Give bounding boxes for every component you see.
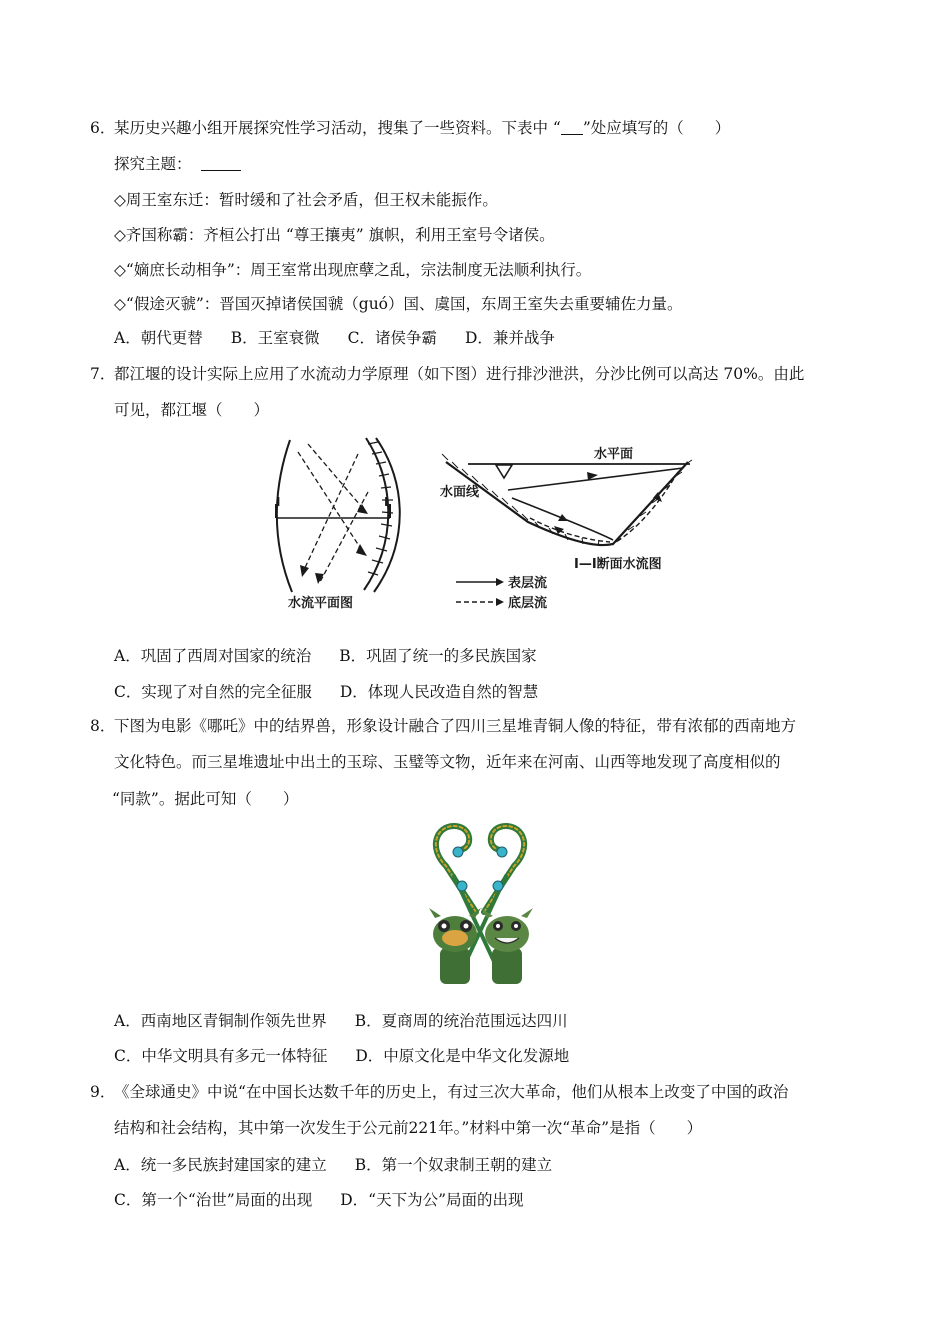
q6-item-1: ◇周王室东迁：暂时缓和了社会矛盾，但王权未能振作。 <box>114 191 498 209</box>
q6-number: 6． <box>90 119 116 137</box>
q6-option-b[interactable]: B．王室衰微 <box>230 329 320 347</box>
section-mark-left: I <box>276 495 281 509</box>
q7-number: 7． <box>90 365 116 383</box>
q8-option-c[interactable]: C．中华文明具有多元一体特征 <box>114 1047 328 1065</box>
q6-stem: 6．某历史兴趣小组开展探究性学习活动，搜集了一些资料。下表中 “ ”处应填写的（ ） <box>90 119 731 137</box>
q9-options-row-2 <box>114 1190 552 1210</box>
section-caption: I—I断面水流图 <box>574 557 662 572</box>
q8-options-row-1 <box>114 1011 596 1031</box>
q7-options-row-2 <box>114 682 566 702</box>
q7-stem-1: 7．都江堰的设计实际上应用了水流动力学原理（如下图）进行排沙泄洪，分沙比例可以高达 70%。由此 <box>90 365 805 383</box>
q9-option-b[interactable]: B．第一个奴隶制王朝的建立 <box>354 1156 553 1174</box>
section-surface-label: 水平面 <box>594 447 634 462</box>
q8-option-d[interactable]: D．中原文化是中华文化发源地 <box>355 1047 570 1065</box>
q7-options-row-1 <box>114 646 565 666</box>
guardian-beasts-image <box>418 820 544 988</box>
legend-surface-label: 表层流 <box>508 576 548 591</box>
q7-option-a[interactable]: A．巩固了西周对国家的统治 <box>114 647 312 665</box>
q6-item-2: ◇齐国称霸：齐桓公打出 “尊王攘夷” 旗帜，利用王室号令诸侯。 <box>114 226 555 244</box>
q9-stem-2: 结构和社会结构，其中第一次发生于公元前221年。”材料中第一次“革命”是指（ ） <box>114 1119 703 1137</box>
q9-option-c[interactable]: C．第一个“治世”局面的出现 <box>114 1191 313 1209</box>
q6-options <box>114 328 583 348</box>
q6-item-4: ◇“假途灭虢”：晋国灭掉诸侯国虢（guó）国、虞国，东周王室失去重要辅佐力量。 <box>114 295 683 313</box>
q8-stem-3: “同款”。据此可知（ ） <box>112 790 299 808</box>
q6-option-a[interactable]: A．朝代更替 <box>114 329 203 347</box>
q6-item-3: ◇“嫡庶长动相争”：周王室常出现庶孽之乱，宗法制度无法顺利执行。 <box>114 261 592 279</box>
q8-option-b[interactable]: B．夏商周的统治范围远达四川 <box>354 1012 568 1030</box>
q8-options-row-2 <box>114 1046 597 1066</box>
q9-number: 9． <box>90 1083 116 1101</box>
q7-option-c[interactable]: C．实现了对自然的完全征服 <box>114 683 312 701</box>
q7-option-b[interactable]: B．巩固了统一的多民族国家 <box>339 647 537 665</box>
q8-option-a[interactable]: A．西南地区青铜制作领先世界 <box>114 1012 327 1030</box>
q8-stem-2: 文化特色。而三星堆遗址中出土的玉琮、玉璧等文物，近年来在河南、山西等地发现了高度相似的 <box>114 753 781 771</box>
q6-topic: 探究主题： <box>114 154 241 174</box>
q6-blank <box>561 120 583 135</box>
q9-option-a[interactable]: A．统一多民族封建国家的建立 <box>114 1156 327 1174</box>
q9-options-row-1 <box>114 1155 580 1175</box>
q8-number: 8． <box>90 717 116 735</box>
section-mark-right: I <box>384 495 389 509</box>
legend-bottom-label: 底层流 <box>508 596 548 611</box>
q6-topic-blank <box>201 156 241 171</box>
dujiangyan-figure <box>268 432 708 614</box>
water-section-view <box>442 454 692 606</box>
q9-stem-1: 9．《全球通史》中说“在中国长达数千年的历史上，有过三次大革命，他们从根本上改变了中国的政治 <box>90 1083 789 1101</box>
q7-stem-2: 可见，都江堰（ ） <box>114 401 270 419</box>
q9-option-d[interactable]: D．“天下为公”局面的出现 <box>340 1191 524 1209</box>
q7-option-d[interactable]: D．体现人民改造自然的智慧 <box>339 683 539 701</box>
plan-caption: 水流平面图 <box>288 596 354 611</box>
q6-option-d[interactable]: D．兼并战争 <box>464 329 555 347</box>
q6-option-c[interactable]: C．诸侯争霸 <box>347 329 437 347</box>
section-waterline-label: 水面线 <box>440 485 480 500</box>
q8-stem-1: 8．下图为电影《哪吒》中的结界兽，形象设计融合了四川三星堆青铜人像的特征，带有浓郁的西南地方 <box>90 717 797 735</box>
water-plan-view <box>276 438 400 592</box>
